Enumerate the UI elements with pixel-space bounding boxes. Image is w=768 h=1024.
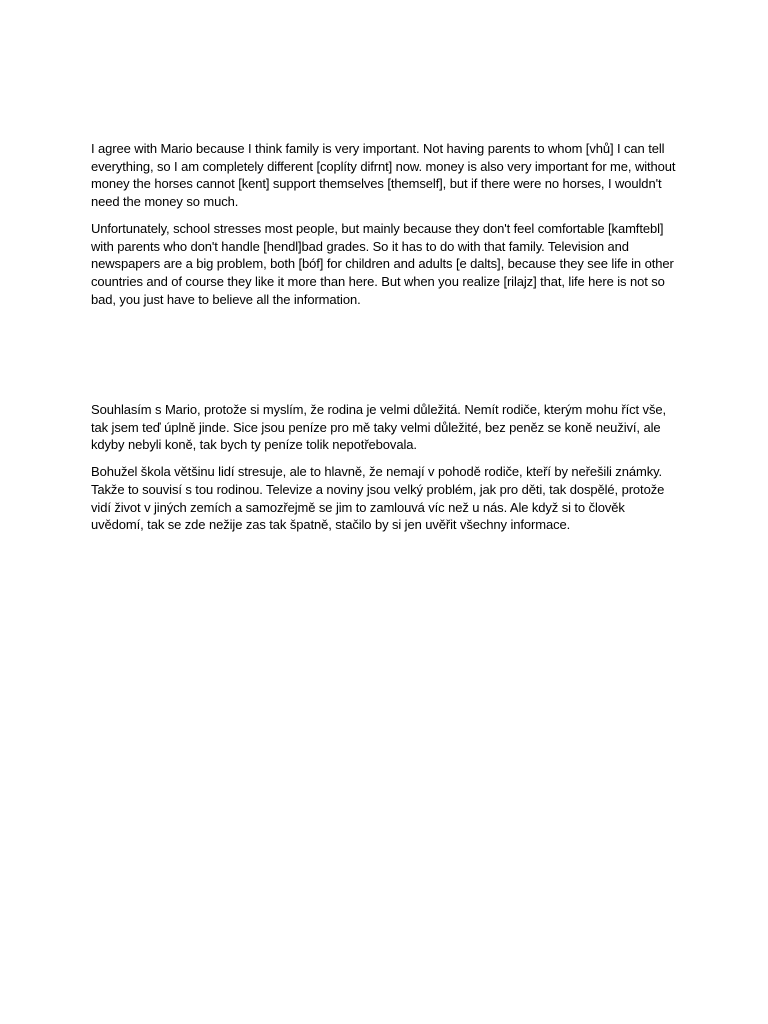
- english-paragraph-2: Unfortunately, school stresses most people, but mainly because they don't feel comfortable [kamftebl] with parents who don't handle [hendl]bad grades. So it has to do with that family. Television and newspapers are a big problem, both [bóf] for children and adults [e dalts], because they see life in other countries and of course they like it more than here. But when you realize [rilajz] that, life here is not so bad, you just have to believe all the information.: [91, 220, 674, 307]
- czech-paragraph-1: Souhlasím s Mario, protože si myslím, že rodina je velmi důležitá. Nemít rodiče, kterým mohu říct vše, tak jsem teď úplně jinde. Sice jsou peníze pro mě taky velmi důležité, bez peněz se koně neuživí, ale kdyby nebyli koně, tak bych ty peníze tolik nepotřebovala.: [91, 402, 666, 453]
- czech-paragraph-2: Bohužel škola většinu lidí stresuje, ale to hlavně, že nemají v pohodě rodiče, kteří by neřešili známky. Takže to souvisí s tou rodinou. Televize a noviny jsou velký problém, jak pro děti, tak dospělé, protože vidí život v jiných zemích a samozřejmě se jim to zamlouvá víc než u nás. Ale když si to člověk uvědomí, tak se zde nežije zas tak špatně, stačilo by si jen uvěřit všechny informace.: [91, 464, 665, 533]
- czech-text-block: [91, 401, 677, 543]
- english-text-block: [91, 140, 677, 317]
- english-paragraph-1: I agree with Mario because I think family is very important. Not having parents to whom [vhů] I can tell everything, so I am completely different [coplíty difrnt] now. money is also very important for me, without money the horses cannot [kent] support themselves [themself], but if there were no horses, I wouldn't need the money so much.: [91, 141, 676, 210]
